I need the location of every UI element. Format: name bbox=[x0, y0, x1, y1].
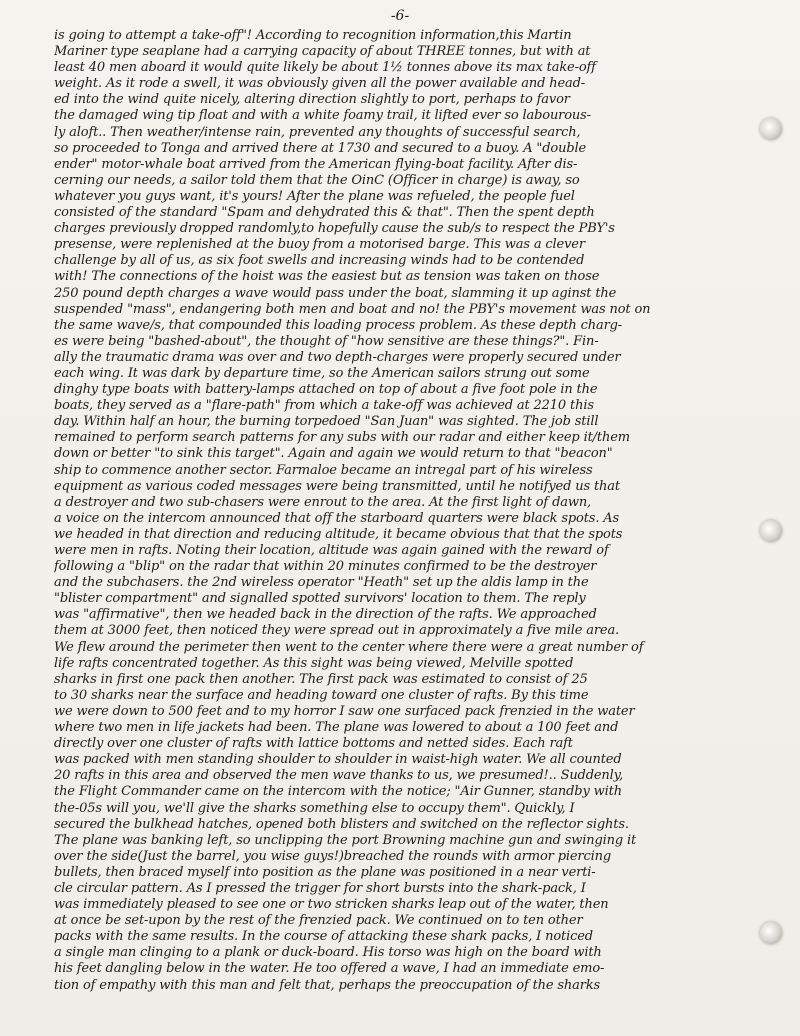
text-line: cle circular pattern. As I pressed the trigger for short bursts into the shark-pack, I bbox=[54, 880, 586, 896]
text-line: packs with the same results. In the course of attacking these shark packs, I noticed bbox=[54, 929, 593, 945]
text-line: a single man clinging to a plank or duck-board. His torso was high on the board with bbox=[54, 945, 602, 961]
text-line: The plane was banking left, so unclipping the port Browning machine gun and swinging it bbox=[54, 832, 637, 848]
text-line: the-05s will you, we'll give the sharks something else to occupy them". Quickly, I bbox=[54, 800, 575, 816]
text-line: we headed in that direction and reducing altitude, it became obvious that that the spots bbox=[54, 526, 623, 542]
text-line: was packed with men standing shoulder to shoulder in waist-high water. We all counted bbox=[54, 752, 622, 768]
text-line: a destroyer and two sub-chasers were enrout to the area. At the first light of dawn, bbox=[54, 494, 592, 510]
text-line: 250 pound depth charges a wave would pass under the boat, slamming it up aginst the bbox=[54, 285, 617, 301]
text-line: "blister compartment" and signalled spotted survivors' location to them. The reply bbox=[54, 591, 586, 607]
punch-hole-top bbox=[760, 118, 782, 140]
text-line: was "affirmative", then we headed back in the direction of the rafts. We approached bbox=[54, 607, 597, 623]
text-line: ender" motor-whale boat arrived from the American flying-boat facility. After dis- bbox=[54, 156, 578, 172]
text-line: presense, were replenished at the buoy from a motorised barge. This was a clever bbox=[54, 237, 585, 253]
text-line: suspended "mass", endangering both men and boat and no! the PBY's movement was not on bbox=[54, 301, 651, 317]
text-line: were men in rafts. Noting their location, altitude was again gained with the reward of bbox=[54, 543, 609, 558]
text-line: least 40 men aboard it would quite likely be about 1½ tonnes above its max take-off bbox=[54, 60, 596, 76]
text-line: secured the bulkhead hatches, opened both blisters and switched on the reflector sights. bbox=[54, 816, 629, 832]
text-line: day. Within half an hour, the burning torpedoed "San Juan" was sighted. The job still bbox=[54, 414, 599, 430]
text-line: each wing. It was dark by departure time, so the American sailors strung out some bbox=[54, 365, 590, 381]
text-line: life rafts concentrated together. As this sight was being viewed, Melville spotted bbox=[54, 655, 574, 671]
text-line: Mariner type seaplane had a carrying capacity of about THREE tonnes, but with at bbox=[54, 44, 591, 60]
text-line: following a "blip" on the radar that within 20 minutes confirmed to be the destroyer bbox=[54, 559, 597, 575]
text-line: 20 rafts in this area and observed the men wave thanks to us, we presumed!.. Suddenly, bbox=[54, 768, 624, 784]
text-line: whatever you guys want, it's yours! After the plane was refueled, the people fuel bbox=[54, 188, 575, 204]
text-line: with! The connections of the hoist was the easiest but as tension was taken on those bbox=[54, 269, 600, 285]
text-line: sharks in first one pack then another. The first pack was estimated to consist of 25 bbox=[54, 671, 588, 687]
punch-hole-bottom bbox=[760, 922, 782, 944]
text-line: boats, they served as a "flare-path" from which a take-off was achieved at 2210 this bbox=[54, 398, 594, 414]
page-number: -6- bbox=[390, 8, 410, 24]
text-line: ship to commence another sector. Farmaloe became an intregal part of his wireless bbox=[54, 462, 593, 478]
text-line: where two men in life jackets had been. The plane was lowered to about a 100 feet and bbox=[54, 720, 619, 736]
text-line: ly aloft.. Then weather/intense rain, prevented any thoughts of successful search, bbox=[54, 124, 581, 140]
text-line: down or better "to sink this target". Again and again we would return to that "beacon" bbox=[54, 446, 613, 462]
text-line: consisted of the standard "Spam and dehydrated this & that". Then the spent depth bbox=[54, 205, 595, 221]
text-line: ally the traumatic drama was over and two depth-charges were properly secured under bbox=[54, 349, 621, 365]
text-line: weight. As it rode a swell, it was obviously given all the power available and head- bbox=[54, 76, 586, 92]
text-line: challenge by all of us, as six foot swells and increasing winds had to be contended bbox=[54, 253, 585, 269]
text-line: so proceeded to Tonga and arrived there at 1730 and secured to a buoy. A "double bbox=[54, 140, 587, 156]
text-line: tion of empathy with this man and felt that, perhaps the preoccupation of the sharks bbox=[54, 977, 601, 993]
text-line: We flew around the perimeter then went to the center where there were a great number of bbox=[54, 639, 644, 655]
text-line: ed into the wind quite nicely, altering direction slightly to port, perhaps to favor bbox=[54, 92, 570, 108]
text-line: dinghy type boats with battery-lamps attached on top of about a five foot pole in the bbox=[54, 382, 598, 398]
text-line: to 30 sharks near the surface and heading toward one cluster of rafts. By this time bbox=[54, 687, 589, 703]
text-line: his feet dangling below in the water. He too offered a wave, I had an immediate emo- bbox=[54, 961, 605, 977]
text-line: the same wave/s, that compounded this loading process problem. As these depth charg- bbox=[54, 317, 623, 333]
text-line: cerning our needs, a sailor told them that the OinC (Officer in charge) is away, so bbox=[54, 172, 580, 188]
text-line: the Flight Commander came on the intercom with the notice; "Air Gunner, standby with bbox=[54, 784, 622, 800]
text-line: equipment as various coded messages were being transmitted, until he notifyed us that bbox=[54, 478, 620, 494]
text-line: them at 3000 feet, then noticed they were spread out in approximately a five mile area. bbox=[54, 623, 620, 639]
text-line: over the side(Just the barrel, you wise guys!)breached the rounds with armor piercing bbox=[54, 848, 612, 864]
text-line: we were down to 500 feet and to my horror I saw one surfaced pack frenzied in the water bbox=[54, 703, 635, 719]
punch-hole-middle bbox=[760, 520, 782, 542]
text-line: the damaged wing tip float and with a white foamy trail, it lifted ever so labourous- bbox=[54, 108, 591, 124]
body-text bbox=[54, 28, 759, 994]
text-line: charges previously dropped randomly,to hopefully cause the sub/s to respect the PBY's bbox=[54, 221, 615, 237]
text-line: was immediately pleased to see one or two stricken sharks leap out of the water, then bbox=[54, 897, 609, 913]
text-line: and the subchasers. the 2nd wireless operator "Heath" set up the aldis lamp in the bbox=[54, 575, 589, 591]
text-line: bullets, then braced myself into position as the plane was positioned in a near verti- bbox=[54, 864, 596, 880]
text-line: directly over one cluster of rafts with lattice bottoms and netted sides. Each raft bbox=[54, 736, 573, 752]
text-line: at once be set-upon by the rest of the frenzied pack. We continued on to ten other bbox=[54, 913, 583, 929]
text-line: remained to perform search patterns for any subs with our radar and either keep it/them bbox=[54, 430, 630, 446]
text-line: a voice on the intercom announced that off the starboard quarters were black spots. As bbox=[54, 510, 620, 526]
text-line: es were being "bashed-about", the thought of "how sensitive are these things?". Fin- bbox=[54, 333, 599, 349]
text-line: is going to attempt a take-off"! According to recognition information,this Martin bbox=[54, 28, 572, 43]
